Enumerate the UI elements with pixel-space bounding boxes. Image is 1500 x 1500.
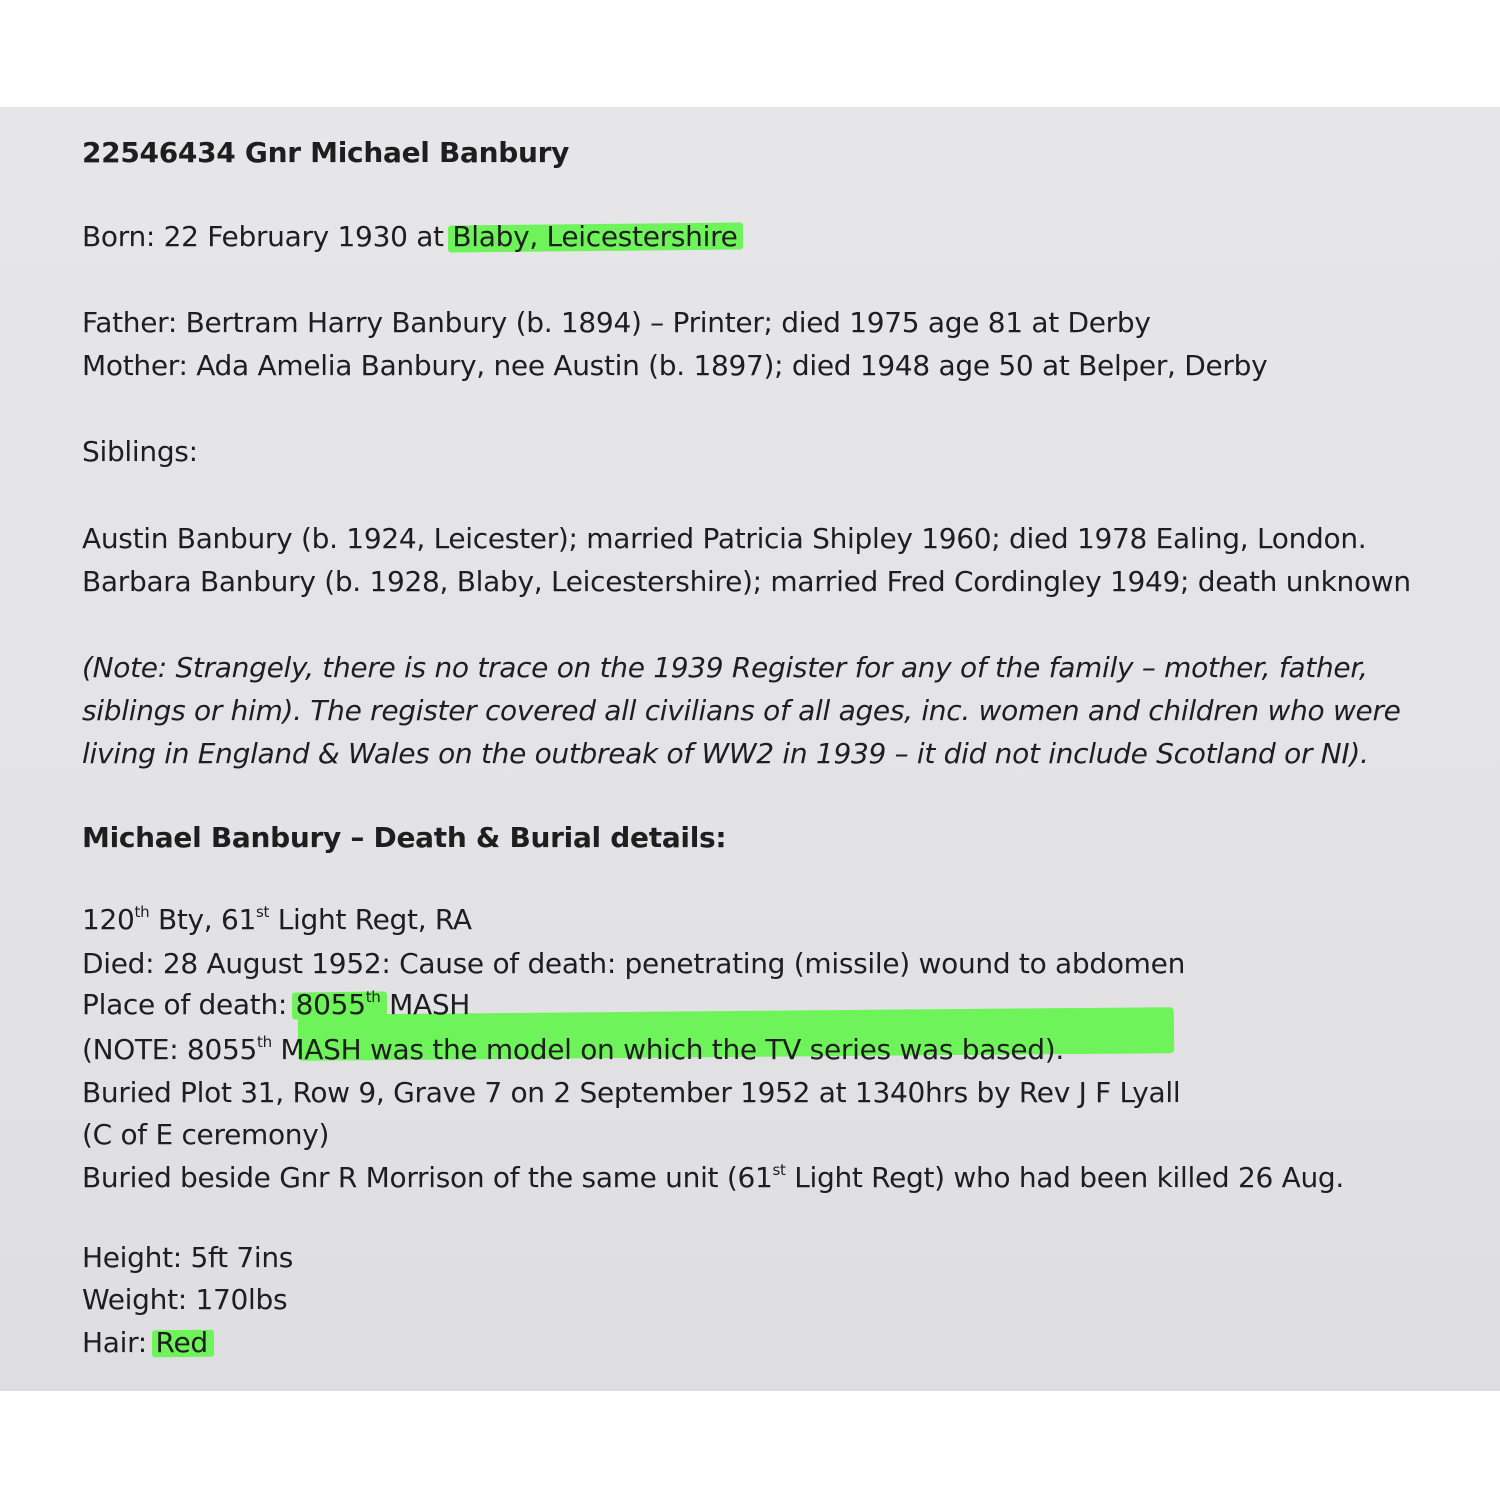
born-label: Born: 22 February 1930 at (82, 220, 453, 253)
siblings-heading: Siblings: (82, 435, 198, 468)
place-of-death-line: Place of death: 8055th MASH (82, 988, 471, 1021)
death-heading: Michael Banbury – Death & Burial details: (82, 821, 727, 854)
mother-line: Mother: Ada Amelia Banbury, nee Austin (b. 1897); died 1948 age 50 at Belper, Derby (82, 349, 1268, 382)
died-line: Died: 28 August 1952: Cause of death: penetrating (missile) wound to abdomen (82, 947, 1186, 980)
born-line (82, 219, 738, 255)
father-line: Father: Bertram Harry Banbury (b. 1894) – Printer; died 1975 age 81 at Derby (82, 306, 1151, 339)
document-page (0, 107, 1500, 1391)
note-line: (Note: Strangely, there is no trace on the 1939 Register for any of the family – mother, father, (82, 651, 1368, 684)
sibling-line: Austin Banbury (b. 1924, Leicester); married Patricia Shipley 1960; died 1978 Ealing, London. (82, 522, 1367, 555)
sibling-line: Barbara Banbury (b. 1928, Blaby, Leicestershire); married Fred Cordingley 1949; death unknown (82, 565, 1411, 598)
hair-line: Hair: Red (82, 1326, 208, 1359)
weight-line: Weight: 170lbs (82, 1283, 288, 1316)
note-line: siblings or him). The register covered all civilians of all ages, inc. women and children who were (82, 694, 1401, 727)
buried-beside-line: Buried beside Gnr R Morrison of the same unit (61st Light Regt) who had been killed 26 Aug. (82, 1161, 1344, 1194)
highlighted-unit: 8055th (295, 988, 381, 1021)
document-title: 22546434 Gnr Michael Banbury (82, 136, 570, 169)
highlighted-birthplace: Blaby, Leicestershire (452, 220, 738, 253)
ceremony-line: (C of E ceremony) (82, 1118, 330, 1151)
height-line: Height: 5ft 7ins (82, 1241, 294, 1274)
buried-line: Buried Plot 31, Row 9, Grave 7 on 2 September 1952 at 1340hrs by Rev J F Lyall (82, 1076, 1181, 1109)
note-line: living in England & Wales on the outbreak of WW2 in 1939 – it did not include Scotland or NI). (82, 737, 1369, 770)
highlighted-hair: Red (155, 1326, 208, 1359)
mash-note-line: (NOTE: 8055th MASH was the model on which the TV series was based). (82, 1033, 1064, 1066)
unit-line: 120th Bty, 61st Light Regt, RA (82, 903, 472, 936)
